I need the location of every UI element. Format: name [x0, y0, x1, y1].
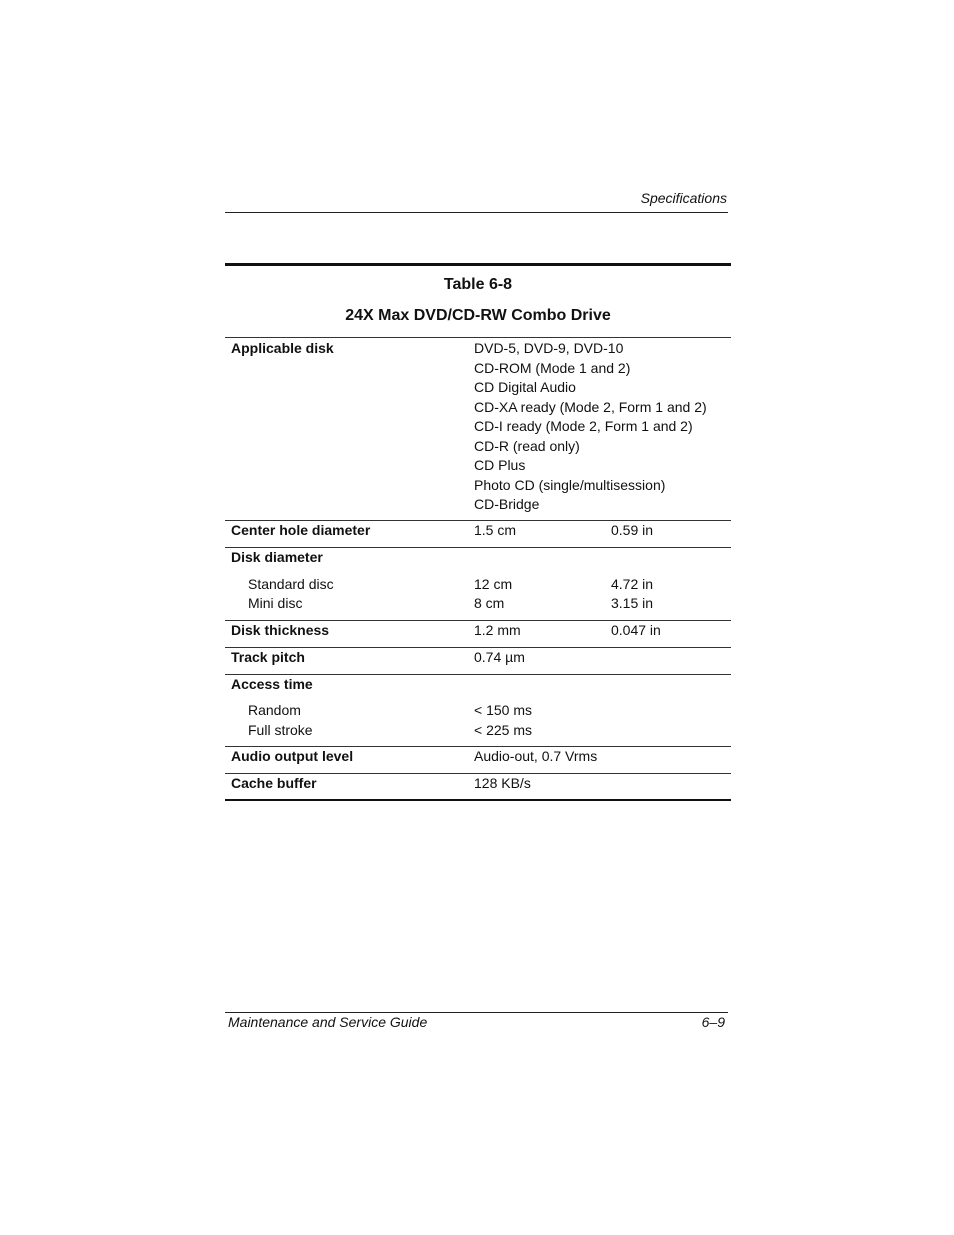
table-top-rule	[225, 263, 731, 266]
row-label: Center hole diameter	[231, 522, 371, 538]
table-row-center-hole	[225, 521, 731, 548]
imperial-value: 4.72 in	[611, 576, 654, 592]
table-row-cache-buffer	[225, 774, 731, 801]
sub-label: Full stroke	[248, 722, 313, 738]
disk-type: CD-R (read only)	[474, 437, 580, 454]
table-number: Table 6-8	[443, 276, 513, 293]
sub-label: Random	[248, 702, 301, 718]
value: Audio-out, 0.7 Vrms	[474, 748, 598, 764]
metric-value: 1.2 mm	[474, 622, 521, 638]
value: 0.74 µm	[474, 649, 525, 665]
applicable-disk-list	[474, 339, 707, 515]
row-label: Disk thickness	[231, 622, 330, 638]
table-row-access-time	[225, 675, 731, 747]
row-label: Audio output level	[231, 748, 354, 764]
sub-label: Mini disc	[248, 595, 303, 611]
sub-label: Standard disc	[248, 576, 334, 592]
metric-value: 1.5 cm	[474, 522, 517, 538]
disk-type: CD-Bridge	[474, 496, 540, 512]
value: < 225 ms	[474, 722, 532, 738]
header-rule	[225, 212, 728, 213]
footer-guide-title: Maintenance and Service Guide	[228, 1014, 428, 1030]
table-row-disk-diameter	[225, 548, 731, 621]
disk-type: DVD-5, DVD-9, DVD-10	[474, 340, 624, 356]
disk-type: Photo CD (single/multisession)	[474, 476, 666, 493]
imperial-value: 0.047 in	[611, 622, 661, 638]
page-number: 6–9	[701, 1014, 725, 1030]
imperial-value: 3.15 in	[611, 595, 654, 611]
table-row-audio-output	[225, 747, 731, 774]
row-label: Cache buffer	[231, 775, 317, 791]
disk-type: CD Plus	[474, 457, 526, 473]
metric-value: 8 cm	[474, 595, 505, 611]
caption-rule	[225, 329, 731, 338]
running-header: Specifications	[640, 190, 727, 206]
metric-value: 12 cm	[474, 576, 513, 592]
table-row-disk-thickness	[225, 621, 731, 648]
footer-rule	[225, 1012, 728, 1013]
imperial-value: 0.59 in	[611, 522, 654, 538]
value: 128 KB/s	[474, 775, 531, 791]
table-row-track-pitch	[225, 648, 731, 675]
row-label: Track pitch	[231, 649, 305, 665]
disk-type: CD-ROM (Mode 1 and 2)	[474, 359, 631, 376]
value: < 150 ms	[474, 702, 532, 718]
disk-type: CD Digital Audio	[474, 379, 576, 395]
row-label: Access time	[231, 676, 313, 692]
disk-type: CD-XA ready (Mode 2, Form 1 and 2)	[474, 398, 707, 415]
spec-table	[225, 263, 731, 801]
row-label: Applicable disk	[231, 340, 334, 356]
disk-type: CD-I ready (Mode 2, Form 1 and 2)	[474, 418, 693, 434]
table-row-applicable-disk	[225, 338, 731, 521]
table-title: 24X Max DVD/CD-RW Combo Drive	[345, 307, 611, 324]
row-label: Disk diameter	[231, 549, 323, 565]
